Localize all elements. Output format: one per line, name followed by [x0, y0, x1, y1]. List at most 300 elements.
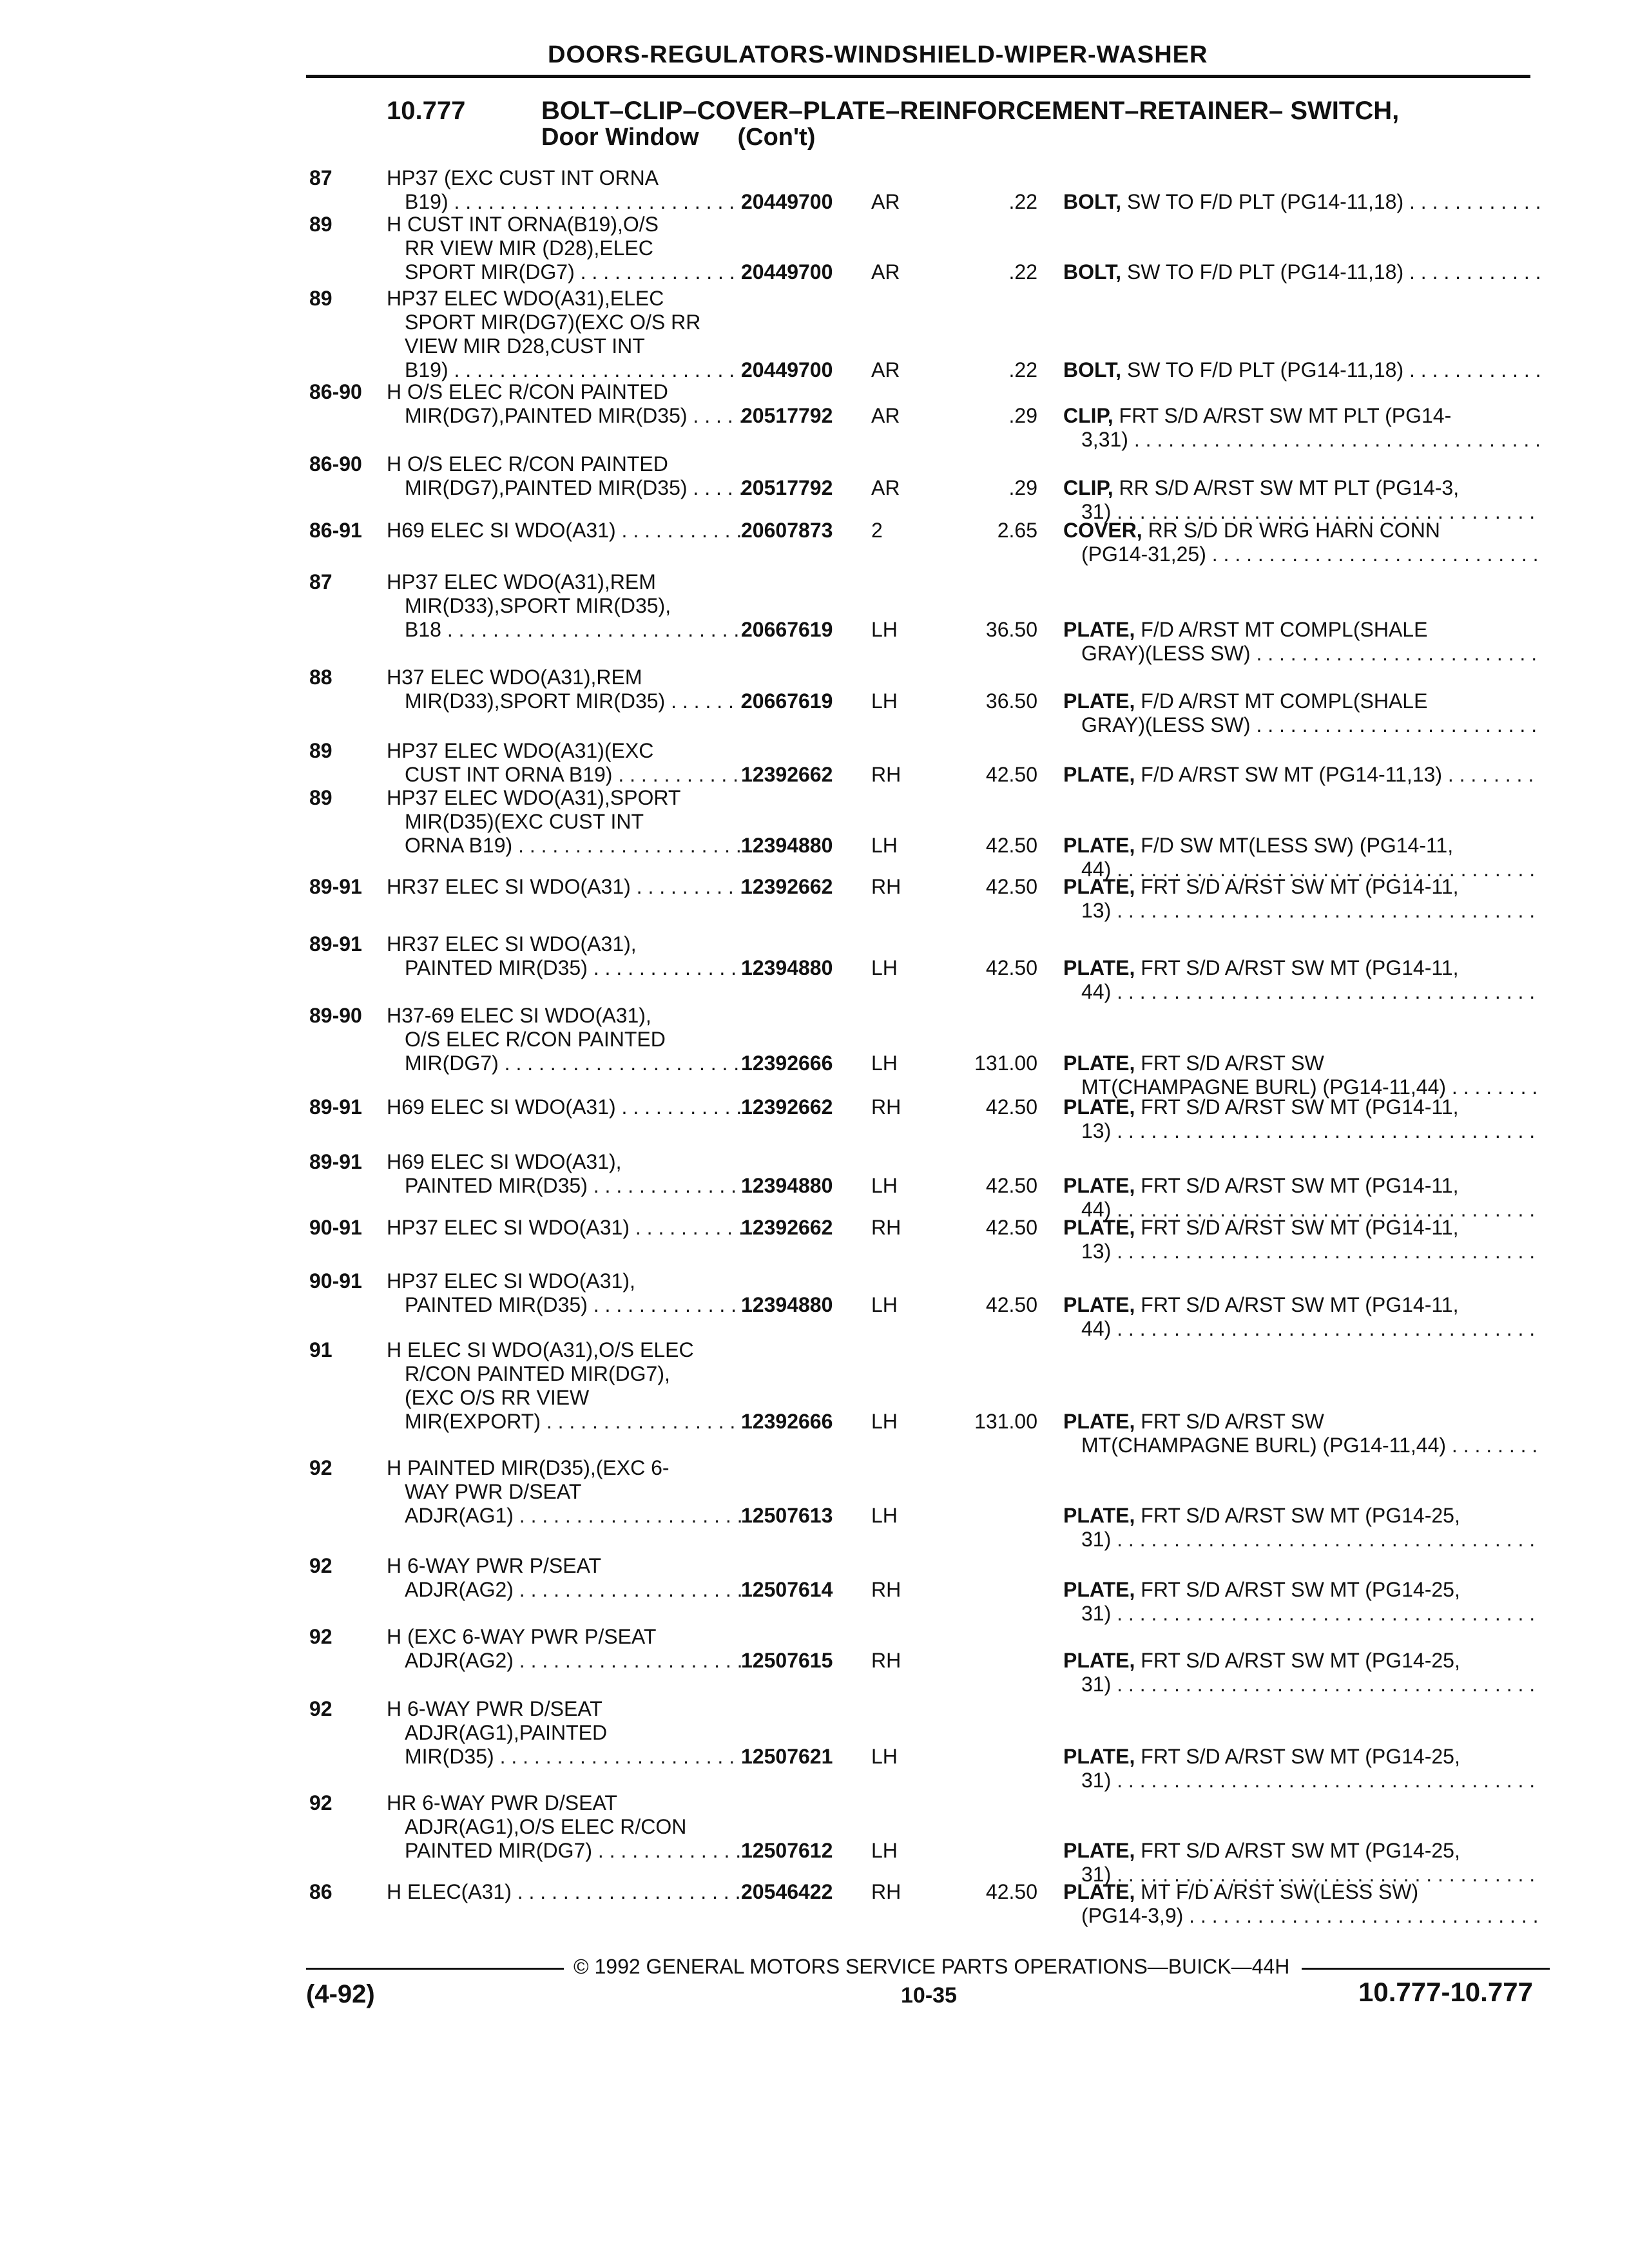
entry-years: 91	[309, 1338, 333, 1361]
part-name-text: 31)	[1081, 500, 1112, 523]
part-name	[1063, 1293, 1540, 1341]
description-line: R/CON PAINTED MIR(DG7),	[405, 1362, 670, 1385]
entry-years: 86-90	[309, 452, 362, 476]
entry-years: 92	[309, 1697, 333, 1720]
part-name-line	[1063, 689, 1540, 713]
description-line: HP37 (EXC CUST INT ORNA	[387, 166, 659, 189]
part-name-line	[1063, 1578, 1540, 1602]
description-line: WAY PWR D/SEAT	[405, 1480, 582, 1503]
quantity: LH	[871, 956, 898, 979]
part-name-noun: COVER,	[1063, 519, 1142, 542]
part-number: 20449700	[741, 260, 833, 284]
description-line: HR 6-WAY PWR D/SEAT	[387, 1791, 617, 1814]
part-name-line	[1063, 404, 1540, 428]
part-number: 20546422	[741, 1880, 833, 1903]
part-number: 12507613	[741, 1504, 833, 1527]
entry-description	[387, 1456, 747, 1528]
entry-years: 86	[309, 1880, 333, 1903]
part-name-text: 31)	[1081, 1673, 1112, 1696]
part-name	[1063, 689, 1540, 737]
part-name	[1063, 956, 1540, 1004]
part-name-text: 3,31)	[1081, 428, 1128, 451]
page-header-title: DOORS-REGULATORS-WINDSHIELD-WIPER-WASHER	[548, 41, 1208, 68]
part-number: 12394880	[741, 1174, 833, 1197]
part-name-line	[1063, 834, 1540, 858]
part-name-text: RR S/D DR WRG HARN CONN	[1148, 519, 1440, 542]
part-name-line	[1063, 1839, 1540, 1863]
description-line: MIR(DG7) . . .	[387, 1052, 747, 1075]
quantity: AR	[871, 476, 900, 499]
quantity: RH	[871, 1216, 901, 1239]
section-subtitle-text: Door Window	[541, 124, 699, 151]
part-name-line	[1063, 358, 1540, 382]
entry-description	[387, 452, 747, 500]
part-name-noun: PLATE,	[1063, 1504, 1135, 1527]
part-name-text: RR S/D A/RST SW MT PLT (PG14-3,	[1119, 476, 1460, 499]
entry-description	[387, 666, 747, 713]
part-name-noun: CLIP,	[1063, 476, 1113, 499]
part-number: 12507614	[741, 1578, 833, 1601]
description-line: VIEW MIR D28,CUST INT	[405, 334, 645, 358]
description-line: B19) . . .	[387, 358, 747, 382]
part-name-noun: PLATE,	[1063, 1410, 1135, 1433]
entry-description	[387, 786, 747, 858]
entry-description	[387, 213, 747, 284]
part-name-noun: BOLT,	[1063, 358, 1122, 381]
entry-years: 89	[309, 213, 333, 236]
description-line: H37-69 ELEC SI WDO(A31),	[387, 1004, 651, 1027]
description-line: H CUST INT ORNA(B19),O/S	[387, 213, 659, 236]
description-line: B18 . . .	[387, 618, 747, 642]
entry-description	[387, 1004, 747, 1075]
part-name-line	[1063, 642, 1540, 666]
price: 42.50	[985, 834, 1037, 857]
entry-description	[387, 739, 747, 787]
part-name-line	[1063, 260, 1540, 284]
part-name-text: FRT S/D A/RST SW	[1141, 1052, 1324, 1075]
part-name-text: MT(CHAMPAGNE BURL) (PG14-11,44)	[1081, 1434, 1447, 1457]
entry-description	[387, 570, 747, 642]
part-name	[1063, 618, 1540, 666]
quantity: LH	[871, 1293, 898, 1316]
part-name-text: FRT S/D A/RST SW MT (PG14-11,	[1141, 1216, 1459, 1239]
description-line: O/S ELEC R/CON PAINTED	[405, 1028, 666, 1051]
quantity: LH	[871, 1410, 898, 1433]
description-line: HP37 ELEC SI WDO(A31),	[387, 1269, 635, 1293]
part-name	[1063, 1095, 1540, 1143]
part-name-noun: PLATE,	[1063, 1095, 1135, 1119]
price: .22	[1008, 358, 1037, 381]
description-line: HR37 ELEC SI WDO(A31),	[387, 932, 637, 956]
entry-years: 89-90	[309, 1004, 362, 1027]
part-name	[1063, 519, 1540, 566]
part-name-text: F/D SW MT(LESS SW) (PG14-11,	[1141, 834, 1454, 857]
part-name-line	[1063, 1216, 1540, 1240]
part-name-line	[1063, 1649, 1540, 1673]
price: 42.50	[985, 1174, 1037, 1197]
description-line: SPORT MIR(DG7) . . .	[387, 260, 747, 284]
part-name-text: FRT S/D A/RST SW MT (PG14-25,	[1141, 1649, 1460, 1672]
part-name-line	[1063, 1410, 1540, 1434]
entry-years: 86-91	[309, 519, 362, 542]
part-name-line	[1063, 763, 1540, 787]
description-line: ADJR(AG1) . . .	[387, 1504, 747, 1528]
description-line: RR VIEW MIR (D28),ELEC	[405, 236, 653, 260]
part-name-line	[1063, 1904, 1540, 1928]
part-name-text: GRAY)(LESS SW)	[1081, 642, 1251, 665]
quantity: 2	[871, 519, 883, 542]
part-name-line	[1063, 1769, 1540, 1792]
entry-years: 89	[309, 786, 333, 809]
entry-years: 89	[309, 287, 333, 310]
part-number: 12392662	[741, 1216, 833, 1239]
part-number: 12394880	[741, 956, 833, 979]
quantity: RH	[871, 1880, 901, 1903]
part-name-text: FRT S/D A/RST SW MT (PG14-25,	[1141, 1745, 1460, 1768]
description-line: ADJR(AG1),PAINTED	[405, 1721, 608, 1744]
part-name-line	[1063, 1052, 1540, 1075]
description-line: HP37 ELEC SI WDO(A31) . . .	[387, 1216, 747, 1240]
part-name	[1063, 1410, 1540, 1457]
quantity: AR	[871, 190, 900, 213]
quantity: RH	[871, 1649, 901, 1672]
part-name-noun: PLATE,	[1063, 1880, 1135, 1903]
part-name-text: FRT S/D A/RST SW MT (PG14-25,	[1141, 1578, 1460, 1601]
entry-description	[387, 380, 747, 428]
description-line: PAINTED MIR(D35) . . .	[387, 956, 747, 980]
description-line: MIR(D33),SPORT MIR(D35) . . .	[387, 689, 747, 713]
part-name-line	[1063, 875, 1540, 899]
part-name-noun: CLIP,	[1063, 404, 1113, 427]
part-name-text: SW TO F/D PLT (PG14-11,18)	[1126, 190, 1404, 213]
part-name	[1063, 1578, 1540, 1626]
description-line: H ELEC(A31) . . .	[387, 1880, 747, 1904]
part-name-noun: PLATE,	[1063, 618, 1135, 641]
part-number: 12392662	[741, 875, 833, 898]
quantity: AR	[871, 404, 900, 427]
part-name-line	[1063, 1240, 1540, 1264]
description-line: MIR(D35)(EXC CUST INT	[405, 810, 644, 833]
quantity: LH	[871, 834, 898, 857]
part-number: 20667619	[741, 689, 833, 713]
entry-years: 89-91	[309, 1095, 362, 1119]
part-name-text: (PG14-3,9)	[1081, 1904, 1184, 1927]
part-name-text: SW TO F/D PLT (PG14-11,18)	[1126, 358, 1404, 381]
part-number: 12507615	[741, 1649, 833, 1672]
entry-years: 92	[309, 1554, 333, 1577]
description-line: H O/S ELEC R/CON PAINTED	[387, 452, 668, 476]
price: 36.50	[985, 689, 1037, 713]
description-line: HP37 ELEC WDO(A31),SPORT	[387, 786, 681, 809]
part-name-text: FRT S/D A/RST SW MT (PG14-25,	[1141, 1504, 1460, 1527]
part-name	[1063, 1504, 1540, 1552]
part-name	[1063, 834, 1540, 881]
part-name-text: 44)	[1081, 1317, 1112, 1340]
description-line: H 6-WAY PWR D/SEAT	[387, 1697, 602, 1720]
part-name-line	[1063, 1119, 1540, 1143]
entry-years: 87	[309, 570, 333, 593]
part-name-line	[1063, 519, 1540, 543]
description-line: H 6-WAY PWR P/SEAT	[387, 1554, 602, 1577]
part-name-text: 44)	[1081, 1198, 1112, 1221]
part-name-text: FRT S/D A/RST SW MT (PG14-11,	[1141, 875, 1459, 898]
part-name-noun: PLATE,	[1063, 1839, 1135, 1862]
description-line: H37 ELEC WDO(A31),REM	[387, 666, 642, 689]
entry-years: 92	[309, 1625, 333, 1648]
part-number: 12392662	[741, 1095, 833, 1119]
description-line: MIR(EXPORT) . . .	[387, 1410, 747, 1434]
description-line: H (EXC 6-WAY PWR P/SEAT	[387, 1625, 657, 1648]
entry-description	[387, 1554, 747, 1602]
price: .22	[1008, 190, 1037, 213]
part-name	[1063, 260, 1540, 284]
description-line: ORNA B19) . . .	[387, 834, 747, 858]
entry-description	[387, 1697, 747, 1769]
section-continued: (Con't)	[737, 124, 816, 151]
price: 42.50	[985, 1216, 1037, 1239]
part-name-text: 44)	[1081, 858, 1112, 881]
description-line: HR37 ELEC SI WDO(A31) . . .	[387, 875, 747, 899]
price: 42.50	[985, 1880, 1037, 1903]
quantity: LH	[871, 1839, 898, 1862]
entry-description	[387, 1880, 747, 1904]
entry-description	[387, 1095, 747, 1119]
entry-description	[387, 1625, 747, 1673]
part-name	[1063, 1174, 1540, 1222]
part-name-noun: PLATE,	[1063, 689, 1135, 713]
description-line: HP37 ELEC WDO(A31),ELEC	[387, 287, 664, 310]
entry-years: 89	[309, 739, 333, 762]
part-number: 20449700	[741, 190, 833, 213]
part-name	[1063, 476, 1540, 524]
part-number: 12392666	[741, 1052, 833, 1075]
part-name-noun: PLATE,	[1063, 834, 1135, 857]
part-name-text: SW TO F/D PLT (PG14-11,18)	[1126, 260, 1404, 284]
part-name	[1063, 190, 1540, 214]
part-name-line	[1063, 428, 1540, 452]
part-name-noun: PLATE,	[1063, 1578, 1135, 1601]
part-name-line	[1063, 543, 1540, 566]
part-name-text: MT F/D A/RST SW(LESS SW)	[1141, 1880, 1419, 1903]
part-number: 20607873	[741, 519, 833, 542]
price: .29	[1008, 476, 1037, 499]
part-name-line	[1063, 980, 1540, 1004]
quantity: LH	[871, 1745, 898, 1768]
section-subtitle	[541, 124, 815, 151]
part-name-text: 31)	[1081, 1769, 1112, 1792]
entry-years: 90-91	[309, 1216, 362, 1239]
part-name-text: GRAY)(LESS SW)	[1081, 713, 1251, 736]
description-line: MIR(DG7),PAINTED MIR(D35) . . .	[387, 476, 747, 500]
part-name-noun: BOLT,	[1063, 260, 1122, 284]
price: 42.50	[985, 956, 1037, 979]
quantity: AR	[871, 260, 900, 284]
description-line: CUST INT ORNA B19) . . .	[387, 763, 747, 787]
entry-description	[387, 1216, 747, 1240]
part-name-text: F/D A/RST MT COMPL(SHALE	[1141, 618, 1428, 641]
part-name-noun: PLATE,	[1063, 1174, 1135, 1197]
part-name	[1063, 1880, 1540, 1928]
part-name-line	[1063, 1174, 1540, 1198]
part-name	[1063, 358, 1540, 382]
entry-years: 90-91	[309, 1269, 362, 1293]
part-name-text: 13)	[1081, 1119, 1112, 1142]
part-name-line	[1063, 713, 1540, 737]
part-name-text: F/D A/RST MT COMPL(SHALE	[1141, 689, 1428, 713]
part-name-line	[1063, 899, 1540, 923]
part-number: 20449700	[741, 358, 833, 381]
description-line: MIR(DG7),PAINTED MIR(D35) . . .	[387, 404, 747, 428]
part-name	[1063, 763, 1540, 787]
entry-description	[387, 1269, 747, 1317]
description-line: (EXC O/S RR VIEW	[405, 1386, 590, 1409]
entry-description	[387, 1338, 747, 1434]
part-name-line	[1063, 190, 1540, 214]
quantity: RH	[871, 875, 901, 898]
footer-copyright: © 1992 GENERAL MOTORS SERVICE PARTS OPERATIONS—BUICK—44H	[574, 1955, 1290, 1978]
part-name-text: FRT S/D A/RST SW MT PLT (PG14-	[1119, 404, 1452, 427]
part-number: 12392662	[741, 763, 833, 786]
part-name-noun: PLATE,	[1063, 1216, 1135, 1239]
description-line: PAINTED MIR(D35) . . .	[387, 1293, 747, 1317]
entry-years: 92	[309, 1791, 333, 1814]
entry-years: 89-91	[309, 932, 362, 956]
price: 42.50	[985, 763, 1037, 786]
part-name-text: 13)	[1081, 899, 1112, 922]
entry-years: 89-91	[309, 875, 362, 898]
entry-years: 87	[309, 166, 333, 189]
page-header	[306, 37, 1530, 78]
description-line: H PAINTED MIR(D35),(EXC 6-	[387, 1456, 670, 1479]
description-line: HP37 ELEC WDO(A31),REM	[387, 570, 656, 593]
part-name-text: MT(CHAMPAGNE BURL) (PG14-11,44)	[1081, 1075, 1447, 1099]
footer-date: (4-92)	[306, 1980, 375, 2008]
quantity: LH	[871, 689, 898, 713]
entry-years: 92	[309, 1456, 333, 1479]
part-name-line	[1063, 1095, 1540, 1119]
part-name-text: (PG14-31,25)	[1081, 543, 1206, 566]
footer-page-number: 10-35	[901, 1983, 957, 2008]
part-name-line	[1063, 1528, 1540, 1552]
description-line: H O/S ELEC R/CON PAINTED	[387, 380, 668, 403]
part-name-noun: PLATE,	[1063, 1649, 1135, 1672]
entry-description	[387, 932, 747, 980]
part-name	[1063, 1839, 1540, 1887]
entry-description	[387, 1791, 747, 1863]
description-line: HP37 ELEC WDO(A31)(EXC	[387, 739, 654, 762]
description-line: ADJR(AG2) . . .	[387, 1578, 747, 1602]
part-name-line	[1063, 1602, 1540, 1626]
entry-years: 88	[309, 666, 333, 689]
part-name-noun: PLATE,	[1063, 763, 1135, 786]
part-name-noun: BOLT,	[1063, 190, 1122, 213]
entry-description	[387, 166, 747, 214]
part-name-noun: PLATE,	[1063, 875, 1135, 898]
part-number: 20667619	[741, 618, 833, 641]
quantity: RH	[871, 1095, 901, 1119]
part-name-text: FRT S/D A/RST SW MT (PG14-11,	[1141, 1293, 1459, 1316]
description-line: H69 ELEC SI WDO(A31),	[387, 1150, 622, 1173]
part-name-line	[1063, 956, 1540, 980]
part-name-text: 44)	[1081, 980, 1112, 1003]
description-line: MIR(D35) . . .	[387, 1745, 747, 1769]
footer-rule-left	[306, 1968, 564, 1970]
entry-description	[387, 519, 747, 543]
part-name-text: FRT S/D A/RST SW MT (PG14-11,	[1141, 956, 1459, 979]
part-number: 20517792	[741, 404, 833, 427]
part-name-text: FRT S/D A/RST SW MT (PG14-25,	[1141, 1839, 1460, 1862]
part-name-text: FRT S/D A/RST SW	[1141, 1410, 1324, 1433]
section-heading: BOLT–CLIP–COVER–PLATE–REINFORCEMENT–RETAINER– SWITCH,	[541, 97, 1400, 125]
part-name	[1063, 1649, 1540, 1696]
part-number: 12394880	[741, 1293, 833, 1316]
description-line: B19) . . .	[387, 190, 747, 214]
description-line: ADJR(AG1),O/S ELEC R/CON	[405, 1815, 687, 1838]
part-number: 20517792	[741, 476, 833, 499]
price: 2.65	[997, 519, 1037, 542]
part-name-line	[1063, 476, 1540, 500]
part-name-noun: PLATE,	[1063, 1745, 1135, 1768]
part-name	[1063, 1745, 1540, 1792]
description-line: SPORT MIR(DG7)(EXC O/S RR	[405, 311, 701, 334]
description-line: H69 ELEC SI WDO(A31) . . .	[387, 519, 747, 543]
part-name-line	[1063, 1504, 1540, 1528]
entry-years: 86-90	[309, 380, 362, 403]
part-name-text: FRT S/D A/RST SW MT (PG14-11,	[1141, 1174, 1459, 1197]
part-name-line	[1063, 1293, 1540, 1317]
entry-description	[387, 875, 747, 899]
quantity: RH	[871, 1578, 901, 1601]
quantity: LH	[871, 618, 898, 641]
part-name	[1063, 1216, 1540, 1264]
part-name	[1063, 1052, 1540, 1099]
part-name-text: F/D A/RST SW MT (PG14-11,13)	[1141, 763, 1442, 786]
description-line: H69 ELEC SI WDO(A31) . . .	[387, 1095, 747, 1119]
part-name-line	[1063, 618, 1540, 642]
price: 42.50	[985, 875, 1037, 898]
part-number: 12392666	[741, 1410, 833, 1433]
part-name-text: 31)	[1081, 1863, 1112, 1886]
price: 131.00	[974, 1052, 1037, 1075]
footer-section-range: 10.777-10.777	[1358, 1977, 1533, 2007]
part-name-line	[1063, 1317, 1540, 1341]
part-name	[1063, 875, 1540, 923]
description-line: PAINTED MIR(DG7) . . .	[387, 1839, 747, 1863]
part-name-noun: PLATE,	[1063, 1293, 1135, 1316]
section-title	[387, 97, 1399, 126]
price: .29	[1008, 404, 1037, 427]
part-name-text: 31)	[1081, 1528, 1112, 1551]
part-name-noun: PLATE,	[1063, 1052, 1135, 1075]
description-line: ADJR(AG2) . . .	[387, 1649, 747, 1673]
part-name-text: 13)	[1081, 1240, 1112, 1263]
part-number: 12394880	[741, 834, 833, 857]
part-name	[1063, 404, 1540, 452]
price: 36.50	[985, 618, 1037, 641]
price: 131.00	[974, 1410, 1037, 1433]
description-line: PAINTED MIR(D35) . . .	[387, 1174, 747, 1198]
part-number: 12507621	[741, 1745, 833, 1768]
part-name-line	[1063, 1745, 1540, 1769]
description-line: MIR(D33),SPORT MIR(D35),	[405, 594, 671, 617]
part-name-text: 31)	[1081, 1602, 1112, 1625]
footer-rule-right	[1302, 1968, 1550, 1970]
part-name-line	[1063, 1880, 1540, 1904]
description-line: H ELEC SI WDO(A31),O/S ELEC	[387, 1338, 694, 1361]
quantity: AR	[871, 358, 900, 381]
quantity: RH	[871, 763, 901, 786]
part-number: 12507612	[741, 1839, 833, 1862]
